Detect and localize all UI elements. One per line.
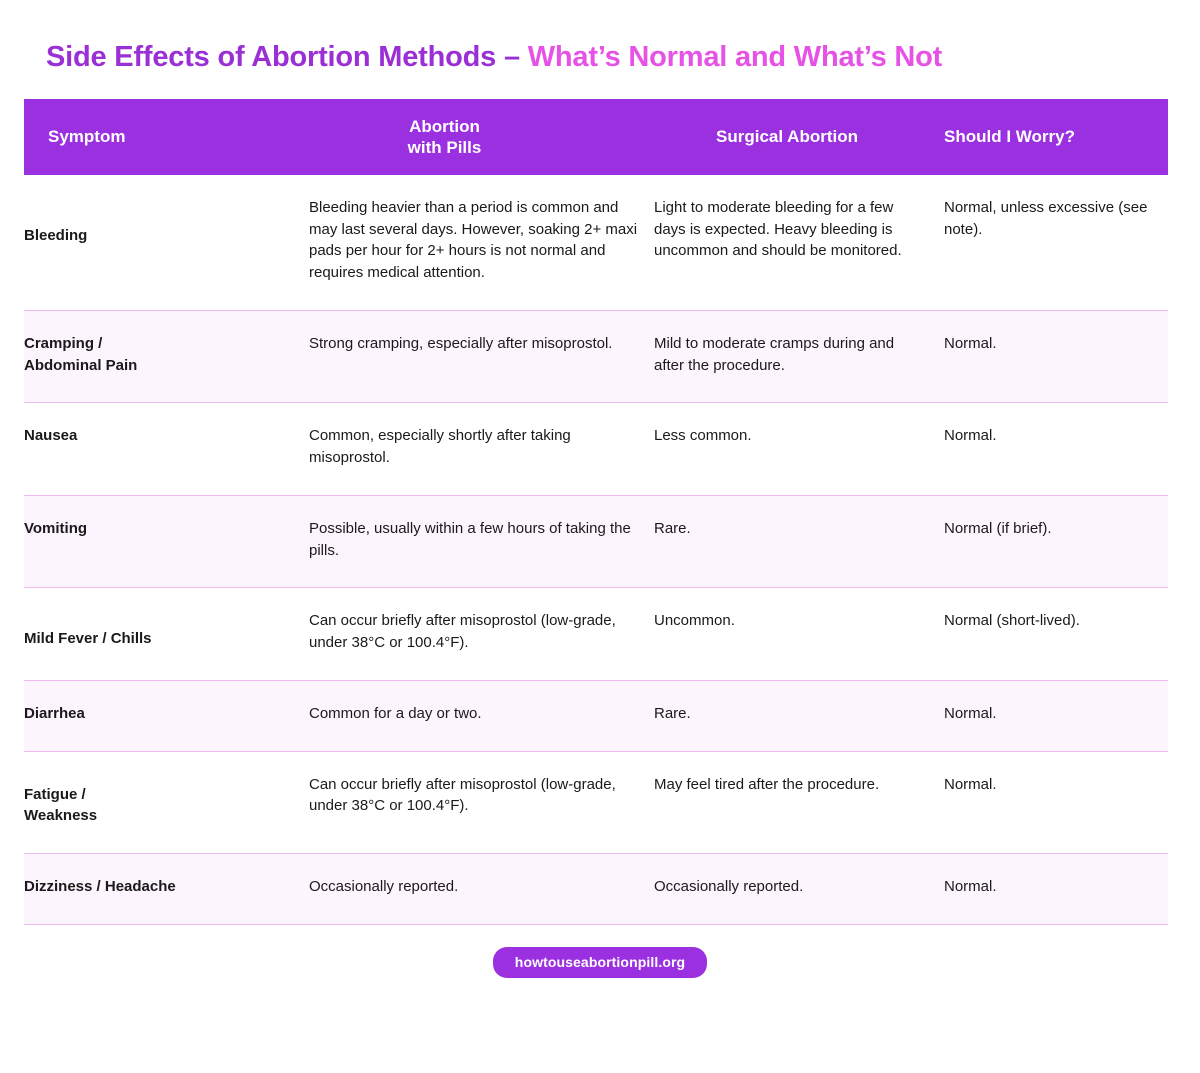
row-symptom-cramping <box>24 310 309 403</box>
column-header-symptom <box>24 99 309 175</box>
column-header-surgical-label: Surgical Abortion <box>716 127 858 147</box>
cell-surgical-diarrhea: Rare. <box>654 680 944 751</box>
table-row <box>24 680 1168 751</box>
column-header-surgical-abortion <box>654 99 944 175</box>
row-symptom-fatigue-line2: Weakness <box>24 807 98 825</box>
cell-surgical-nausea: Less common. <box>654 403 944 496</box>
cell-pills-cramping: Strong cramping, especially after misoprostol. <box>309 310 654 403</box>
page-title <box>22 0 1178 75</box>
row-symptom-dizziness-headache: Dizziness / Headache <box>24 854 309 925</box>
cell-worry-cramping: Normal. <box>944 310 1168 403</box>
cell-pills-dizziness-headache: Occasionally reported. <box>309 854 654 925</box>
column-header-worry-label: Should I Worry? <box>944 127 1075 147</box>
cell-pills-fatigue: Can occur briefly after misoprostol (low-grade, under 38°C or 100.4°F). <box>309 751 654 854</box>
row-symptom-cramping-line2: Abdominal Pain <box>24 356 138 374</box>
table-row <box>24 403 1168 496</box>
table-header <box>24 99 1168 175</box>
cell-pills-mild-fever-chills: Can occur briefly after misoprostol (low-grade, under 38°C or 100.4°F). <box>309 588 654 681</box>
row-symptom-nausea: Nausea <box>24 403 309 496</box>
column-header-should-i-worry <box>944 99 1168 175</box>
column-header-symptom-label: Symptom <box>48 127 126 147</box>
row-symptom-bleeding: Bleeding <box>24 175 309 311</box>
cell-pills-bleeding: Bleeding heavier than a period is common and may last several days. However, soaking 2+ maxi pads per hour for 2+ hours is not normal and requires medical attention. <box>309 175 654 311</box>
table-row <box>24 495 1168 588</box>
table-row <box>24 588 1168 681</box>
site-badge[interactable]: howtouseabortionpill.org <box>493 947 707 978</box>
cell-pills-vomiting: Possible, usually within a few hours of taking the pills. <box>309 495 654 588</box>
cell-surgical-fatigue: May feel tired after the procedure. <box>654 751 944 854</box>
page-title-dash: – <box>503 41 528 73</box>
cell-worry-nausea: Normal. <box>944 403 1168 496</box>
cell-surgical-mild-fever-chills: Uncommon. <box>654 588 944 681</box>
row-symptom-mild-fever-chills: Mild Fever / Chills <box>24 588 309 681</box>
side-effects-table-container <box>22 99 1178 925</box>
cell-surgical-dizziness-headache: Occasionally reported. <box>654 854 944 925</box>
cell-pills-diarrhea: Common for a day or two. <box>309 680 654 751</box>
column-header-pills-line1: Abortion <box>409 116 480 136</box>
row-symptom-fatigue-line1: Fatigue / <box>24 785 86 803</box>
cell-worry-fatigue: Normal. <box>944 751 1168 854</box>
row-symptom-cramping-line1: Cramping / <box>24 334 103 352</box>
table-row <box>24 854 1168 925</box>
cell-surgical-bleeding: Light to moderate bleeding for a few days is expected. Heavy bleeding is uncommon and should be monitored. <box>654 175 944 311</box>
row-symptom-diarrhea: Diarrhea <box>24 680 309 751</box>
row-symptom-vomiting: Vomiting <box>24 495 309 588</box>
row-symptom-fatigue <box>24 751 309 854</box>
cell-worry-diarrhea: Normal. <box>944 680 1168 751</box>
table-row <box>24 751 1168 854</box>
cell-worry-mild-fever-chills: Normal (short-lived). <box>944 588 1168 681</box>
cell-surgical-cramping: Mild to moderate cramps during and after the procedure. <box>654 310 944 403</box>
table-header-row <box>24 99 1168 175</box>
table-row <box>24 310 1168 403</box>
cell-worry-bleeding: Normal, unless excessive (see note). <box>944 175 1168 311</box>
page-title-secondary: What’s Normal and What’s Not <box>527 41 943 73</box>
column-header-abortion-with-pills <box>309 99 654 175</box>
side-effects-table <box>24 99 1168 925</box>
cell-surgical-vomiting: Rare. <box>654 495 944 588</box>
column-header-pills-line2: with Pills <box>407 137 482 157</box>
footer <box>22 947 1178 978</box>
table-body <box>24 175 1168 925</box>
page-title-primary: Side Effects of Abortion Methods <box>46 41 504 73</box>
cell-pills-nausea: Common, especially shortly after taking misoprostol. <box>309 403 654 496</box>
cell-worry-vomiting: Normal (if brief). <box>944 495 1168 588</box>
cell-worry-dizziness-headache: Normal. <box>944 854 1168 925</box>
table-row <box>24 175 1168 311</box>
